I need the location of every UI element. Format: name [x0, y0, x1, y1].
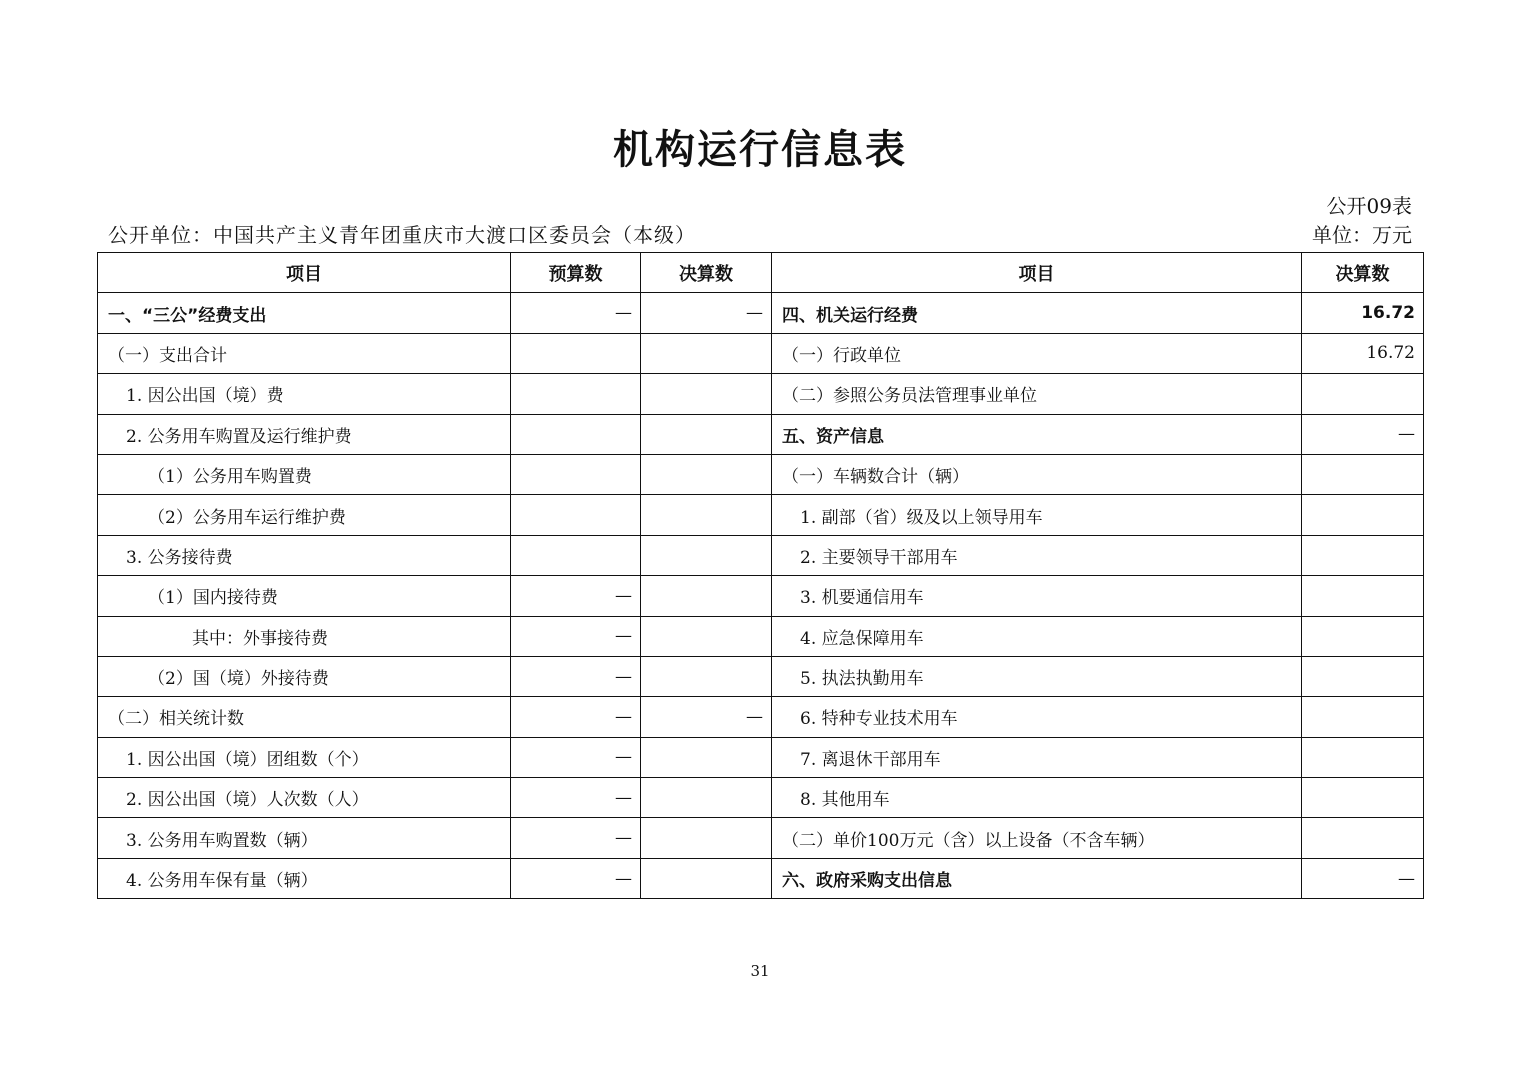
row-budget: — [511, 778, 641, 818]
table-row [98, 656, 1424, 696]
row-label-right: 1. 副部（省）级及以上领导用车 [772, 495, 1302, 535]
row-value-right: — [1302, 414, 1424, 454]
row-final [641, 656, 772, 696]
row-label-left: （2）国（境）外接待费 [98, 656, 511, 696]
table-row [98, 697, 1424, 737]
header-budget: 预算数 [511, 253, 641, 293]
row-budget: — [511, 697, 641, 737]
row-label-right: 4. 应急保障用车 [772, 616, 1302, 656]
row-label-left: （1）公务用车购置费 [98, 454, 511, 494]
row-label-right: （二）参照公务员法管理事业单位 [772, 374, 1302, 414]
table-row [98, 778, 1424, 818]
row-label-right: 6. 特种专业技术用车 [772, 697, 1302, 737]
row-final [641, 737, 772, 777]
row-budget: — [511, 293, 641, 333]
row-value-right [1302, 818, 1424, 858]
row-final [641, 374, 772, 414]
row-value-right [1302, 697, 1424, 737]
table-row [98, 495, 1424, 535]
reporting-unit: 公开单位：中国共产主义青年团重庆市大渡口区委员会（本级） [108, 223, 696, 247]
table-row [98, 333, 1424, 373]
row-budget [511, 535, 641, 575]
row-value-right [1302, 656, 1424, 696]
row-label-left: 4. 公务用车保有量（辆） [98, 858, 511, 898]
row-label-left: （1）国内接待费 [98, 576, 511, 616]
row-label-left: 2. 公务用车购置及运行维护费 [98, 414, 511, 454]
header-final-right: 决算数 [1302, 253, 1424, 293]
row-budget: — [511, 818, 641, 858]
row-budget: — [511, 576, 641, 616]
page-number: 31 [750, 962, 770, 980]
row-final [641, 818, 772, 858]
row-label-left: （一）支出合计 [98, 333, 511, 373]
table-row [98, 616, 1424, 656]
row-final [641, 778, 772, 818]
row-value-right [1302, 616, 1424, 656]
row-label-left: 3. 公务用车购置数（辆） [98, 818, 511, 858]
row-label-left: 2. 因公出国（境）人次数（人） [98, 778, 511, 818]
row-value-right: 16.72 [1302, 293, 1424, 333]
table-number: 公开09表 [1326, 194, 1412, 218]
table-row [98, 576, 1424, 616]
row-final [641, 333, 772, 373]
row-budget: — [511, 737, 641, 777]
row-budget: — [511, 656, 641, 696]
row-label-right: 8. 其他用车 [772, 778, 1302, 818]
row-budget [511, 333, 641, 373]
row-label-right: （一）车辆数合计（辆） [772, 454, 1302, 494]
row-label-right: 2. 主要领导干部用车 [772, 535, 1302, 575]
row-final [641, 858, 772, 898]
row-label-right: （一）行政单位 [772, 333, 1302, 373]
row-final [641, 495, 772, 535]
row-label-left: 1. 因公出国（境）费 [98, 374, 511, 414]
table-row [98, 454, 1424, 494]
row-budget [511, 414, 641, 454]
table-row [98, 374, 1424, 414]
row-label-right: 四、机关运行经费 [772, 293, 1302, 333]
table-row [98, 414, 1424, 454]
row-budget: — [511, 616, 641, 656]
table-row [98, 818, 1424, 858]
row-value-right [1302, 374, 1424, 414]
row-label-right: 5. 执法执勤用车 [772, 656, 1302, 696]
row-label-left: 3. 公务接待费 [98, 535, 511, 575]
row-final [641, 414, 772, 454]
header-final: 决算数 [641, 253, 772, 293]
info-table [97, 252, 1424, 899]
row-final [641, 576, 772, 616]
header-item-left: 项目 [98, 253, 511, 293]
row-budget [511, 495, 641, 535]
row-label-left: 1. 因公出国（境）团组数（个） [98, 737, 511, 777]
row-final: — [641, 293, 772, 333]
table-row [98, 858, 1424, 898]
currency-unit: 单位：万元 [1312, 223, 1412, 247]
header-item-right: 项目 [772, 253, 1302, 293]
row-label-right: 3. 机要通信用车 [772, 576, 1302, 616]
row-value-right: — [1302, 858, 1424, 898]
row-value-right [1302, 778, 1424, 818]
row-value-right [1302, 495, 1424, 535]
row-label-right: （二）单价100万元（含）以上设备（不含车辆） [772, 818, 1302, 858]
row-final: — [641, 697, 772, 737]
row-budget [511, 374, 641, 414]
row-label-left: 一、“三公”经费支出 [98, 293, 511, 333]
header-row [98, 253, 1424, 293]
row-value-right: 16.72 [1302, 333, 1424, 373]
row-final [641, 454, 772, 494]
row-value-right [1302, 454, 1424, 494]
page-title: 机构运行信息表 [613, 127, 907, 173]
table-row [98, 535, 1424, 575]
row-budget [511, 454, 641, 494]
row-final [641, 535, 772, 575]
row-label-right: 六、政府采购支出信息 [772, 858, 1302, 898]
row-label-right: 五、资产信息 [772, 414, 1302, 454]
row-label-right: 7. 离退休干部用车 [772, 737, 1302, 777]
row-final [641, 616, 772, 656]
table-row [98, 737, 1424, 777]
row-label-left: （2）公务用车运行维护费 [98, 495, 511, 535]
row-label-left: 其中：外事接待费 [98, 616, 511, 656]
row-budget: — [511, 858, 641, 898]
row-label-left: （二）相关统计数 [98, 697, 511, 737]
row-value-right [1302, 737, 1424, 777]
table-row [98, 293, 1424, 333]
row-value-right [1302, 576, 1424, 616]
row-value-right [1302, 535, 1424, 575]
